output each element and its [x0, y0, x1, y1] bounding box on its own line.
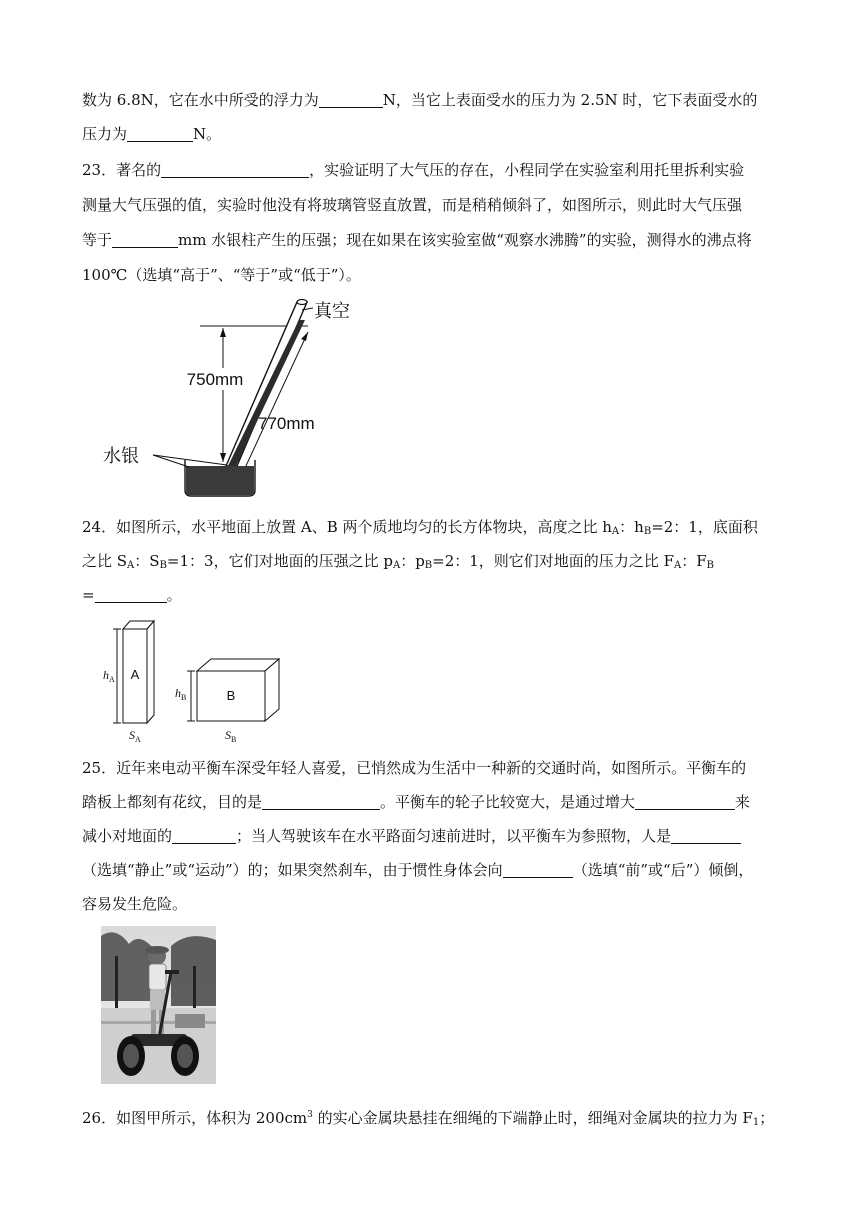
q23-line-3: [82, 230, 782, 250]
q26-text: 的实心金属块悬挂在细绳的下端静止时，细绳对金属块的拉力为 F: [312, 1109, 753, 1127]
subscript: A: [127, 560, 135, 571]
q25-text: （选填“静止”或“运动”）的；如果突然刹车，由于惯性身体会向: [82, 861, 503, 879]
answer-blank[interactable]: [112, 231, 178, 248]
q25-text: 。平衡车的轮子比较宽大，是通过增大: [380, 793, 636, 811]
s-a-letter: S: [129, 728, 135, 742]
q22-text: N，当它上表面受水的压力为 2.5N 时，它下表面受水的: [382, 91, 758, 109]
vacuum-label: 真空: [314, 301, 350, 322]
arrow-up-icon: [301, 332, 308, 341]
h-a-subscript: A: [109, 675, 115, 684]
q23-line-4: 100℃（选填“高于”、“等于”或“低于”）。: [82, 266, 361, 284]
q22-line-2: [82, 124, 782, 144]
q25-line-2: [82, 792, 782, 812]
mercury-pool: [186, 466, 254, 495]
q24-text: =2：1，底面积: [651, 518, 758, 536]
subscript: B: [424, 560, 433, 571]
q25-text: 减小对地面的: [82, 827, 173, 845]
q25-text: ；当人驾驶该车在水平路面匀速前进时，以平衡车为参照物，人是: [236, 827, 672, 845]
q24-text: =2：1，则它们对地面的压力之比 F: [432, 552, 674, 570]
mercury-label: 水银: [103, 446, 139, 467]
q24-text: ：F: [681, 552, 707, 570]
answer-blank[interactable]: [172, 827, 236, 844]
answer-blank[interactable]: [319, 91, 383, 108]
q24-text: 24．如图所示，水平地面上放置 A、B 两个质地均匀的长方体物块，高度之比 h: [82, 518, 612, 536]
answer-blank[interactable]: [671, 827, 741, 844]
s-b-subscript: B: [231, 735, 237, 744]
subscript: B: [643, 526, 652, 537]
arrow-down-icon: [220, 453, 226, 462]
q25-line-3: [82, 826, 782, 846]
blocks-figure: [95, 615, 295, 745]
superscript: 3: [307, 1110, 313, 1120]
q24-text: =1：3，它们对地面的压强之比 p: [166, 552, 393, 570]
q22-text: N。: [193, 125, 222, 143]
tube-top: [297, 300, 307, 305]
q22-text: 数为 6.8N，它在水中所受的浮力为: [82, 91, 319, 109]
s-a-subscript: A: [135, 735, 141, 744]
q24-line-2: [82, 551, 782, 576]
answer-blank[interactable]: [262, 793, 380, 810]
answer-blank[interactable]: [127, 125, 193, 142]
subscript: A: [392, 560, 401, 571]
q26-text: 26．如图甲所示，体积为 200cm: [82, 1109, 308, 1127]
mercury-pointer: [153, 455, 189, 467]
arrow-up-icon: [220, 328, 226, 337]
answer-blank[interactable]: [503, 861, 573, 878]
q24-text: ：S: [134, 552, 160, 570]
q25-line-1: 25．近年来电动平衡车深受年轻人喜爱，已悄然成为生活中一种新的交通时尚，如图所示。平衡车的: [82, 759, 747, 777]
q25-line-4: [82, 860, 782, 880]
q23-text: ，实验证明了大气压的存在，小程同学在实验室利用托里拆利实验: [309, 161, 745, 179]
subscript: B: [159, 560, 167, 571]
tube-length-label: 770mm: [258, 414, 315, 433]
q24-text: ：p: [400, 552, 425, 570]
q24-line-1: [82, 517, 782, 542]
s-b-label: [225, 728, 236, 744]
s-b-letter: S: [225, 728, 231, 742]
q23-text: 等于: [82, 231, 113, 249]
vertical-height-label: 750mm: [186, 370, 244, 389]
q24-text: 之比 S: [82, 552, 128, 570]
block-b-label: B: [226, 688, 236, 703]
q26-line-1: [82, 1105, 782, 1133]
q23-text: mm 水银柱产生的压强；现在如果在该实验室做“观察水沸腾”的实验，测得水的沸点将: [178, 231, 752, 249]
answer-blank[interactable]: [95, 586, 167, 603]
q26-text: ；: [759, 1109, 775, 1127]
h-a-label: [103, 668, 115, 684]
block-a-label: A: [130, 667, 140, 682]
mercury-column: [228, 320, 305, 466]
torricelli-figure: [95, 290, 375, 500]
subscript: A: [674, 560, 682, 571]
subscript: A: [611, 526, 620, 537]
q23-line-2: 测量大气压强的值，实验时他没有将玻璃管竖直放置，而是稍稍倾斜了，如图所示，则此时大气压强: [82, 196, 743, 214]
block-a-side: [147, 621, 154, 723]
q24-text: ：h: [619, 518, 644, 536]
q23-line-1: [82, 160, 782, 180]
subscript: 1: [752, 1117, 760, 1128]
h-b-label: [175, 686, 186, 702]
q24-line-3: [82, 585, 782, 605]
h-a-letter: h: [103, 668, 109, 682]
q25-text: （选填“前”或“后”）倾倒，: [572, 861, 754, 879]
answer-blank[interactable]: [161, 161, 309, 178]
balance-car-photo: [101, 926, 216, 1084]
q25-text: 来: [735, 793, 751, 811]
q22-line-1: [82, 90, 782, 110]
photo-illustration: [101, 926, 216, 1084]
h-b-letter: h: [175, 686, 181, 700]
q25-text: 踏板上都刻有花纹，目的是: [82, 793, 263, 811]
q22-text: 压力为: [82, 125, 128, 143]
mercury-pointer: [153, 455, 227, 465]
q23-text: 23．著名的: [82, 161, 162, 179]
q24-text: 。: [166, 586, 182, 604]
answer-blank[interactable]: [635, 793, 735, 810]
s-a-label: [129, 728, 141, 744]
q24-text: =: [82, 586, 95, 604]
q25-line-5: 容易发生危险。: [82, 895, 188, 913]
subscript: B: [706, 560, 715, 571]
h-b-subscript: B: [181, 693, 187, 702]
